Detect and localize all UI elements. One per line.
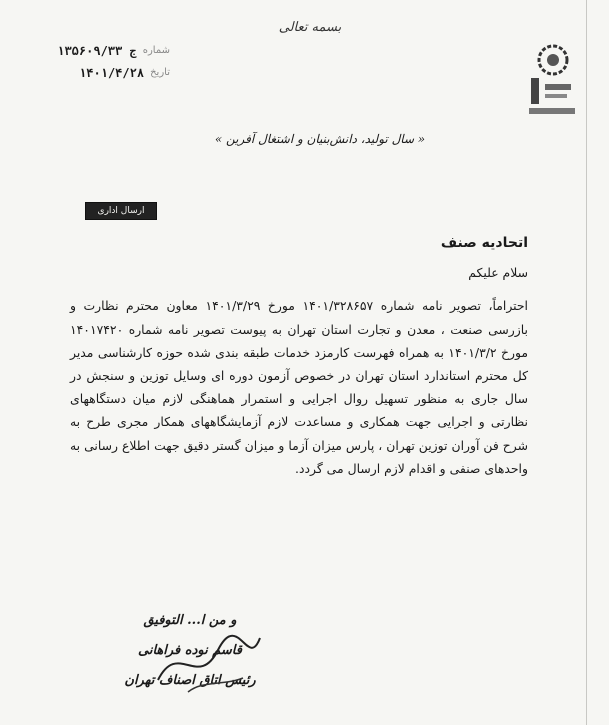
dispatch-stamp: ارسال اداری <box>85 202 157 220</box>
signer-title: رئیس اتاق اصناف تهران <box>124 673 256 688</box>
scan-artifact-line <box>586 0 587 725</box>
bismillah-heading: بسمه تعالی <box>278 20 342 35</box>
year-slogan: « سال تولید، دانش‌بنیان و اشتغال آفرین » <box>214 132 426 146</box>
letter-date-label: تاریخ <box>150 67 170 78</box>
chamber-logo-icon <box>525 40 581 120</box>
letter-date-value: ۱۴۰۱/۴/۲۸ <box>79 66 145 80</box>
letter-metadata <box>30 40 170 84</box>
letter-greeting: سلام علیکم <box>468 265 528 281</box>
letter-date-row <box>30 62 170 84</box>
letter-recipient: اتحادیه صنف <box>440 235 528 251</box>
letter-number-label: شماره <box>142 45 170 56</box>
letter-number-row <box>30 40 170 62</box>
signature-icon <box>148 620 268 700</box>
letter-body: احتراماً، تصویر نامه شماره ۱۴۰۱/۳۲۸۶۵۷ مورخ ۱۴۰۱/۳/۲۹ معاون محترم نظارت و بازرسی صنعت ، معدن و تجارت استان تهران به پیوست تصویر نامه شماره ۱۴۰۱۷۴۲۰ مورخ ۱۴۰۱/۳/۲ به همراه فهرست کارمزد خدمات طبقه بندی شده حوزه کارشناسی مدیر کل محترم استاندارد استان تهران در خصوص آزمون دوره ای وسایل توزین و سنجش در سال جاری به منظور تسهیل روال اجرایی و استمرار هماهنگی لازم میان دستگاههای نظارتی و اجرایی جهت همکاری و مساعدت لازم آزمایشگاههای همکار مجری طرح به شرح فن آوران توزین تهران ، پارس میزان آزما و میزان گستر دقیق جهت اطلاع رسانی به واحدهای صنفی و اقدام لازم ارسال می گردد. <box>70 298 528 476</box>
signer-name: قاسم نوده فراهانی <box>138 643 242 658</box>
letter-number-value: ۱۳۵۶۰۹/۳۳ ج <box>57 44 137 58</box>
letter-content <box>70 232 528 480</box>
closing-phrase: و من ا... التوفیق <box>143 613 237 628</box>
